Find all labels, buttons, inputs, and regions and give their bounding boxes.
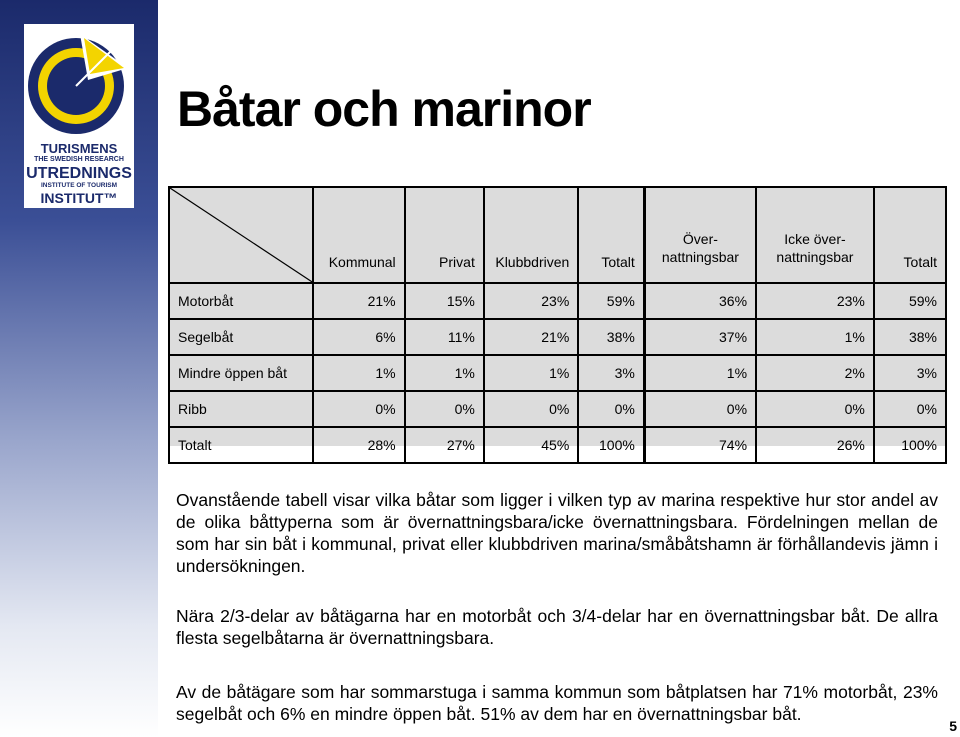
table-cell: 1% bbox=[644, 355, 756, 391]
table-cell: 3% bbox=[874, 355, 946, 391]
table-cell: 1% bbox=[405, 355, 484, 391]
table-cell: 26% bbox=[756, 427, 874, 463]
table-row bbox=[169, 319, 946, 355]
col-header-privat: Privat bbox=[405, 187, 484, 283]
table-row bbox=[169, 391, 946, 427]
col-header-overnattningsbar bbox=[644, 187, 756, 283]
table-row bbox=[169, 355, 946, 391]
logo-line-3: UTREDNINGS bbox=[26, 165, 132, 182]
row-label: Totalt bbox=[169, 427, 313, 463]
page-number: 5 bbox=[949, 718, 957, 734]
col-header-kommunal: Kommunal bbox=[313, 187, 404, 283]
table-cell: 23% bbox=[484, 283, 578, 319]
header-row bbox=[169, 187, 946, 283]
col-header-overnattningsbar-line-2: nattningsbar bbox=[661, 248, 739, 265]
table-cell: 0% bbox=[756, 391, 874, 427]
table-cell: 0% bbox=[405, 391, 484, 427]
table-cell: 36% bbox=[644, 283, 756, 319]
table-cell: 0% bbox=[484, 391, 578, 427]
col-header-overnattningsbar-line-1: Över- bbox=[682, 231, 718, 247]
row-label: Motorbåt bbox=[169, 283, 313, 319]
table-cell: 1% bbox=[313, 355, 404, 391]
paragraph-2: Nära 2/3-delar av båtägarna har en motorbåt och 3/4-delar har en övernattningsbar båt. De allra flesta segelbåtarna är övernattningsbara. bbox=[176, 606, 938, 648]
logo-line-4: INSTITUTE OF TOURISM bbox=[40, 182, 118, 189]
table-cell: 28% bbox=[313, 427, 404, 463]
row-label: Ribb bbox=[169, 391, 313, 427]
table-cell: 37% bbox=[644, 319, 756, 355]
table-cell: 45% bbox=[484, 427, 578, 463]
table-cell: 21% bbox=[484, 319, 578, 355]
boat-marina-table bbox=[168, 186, 947, 464]
table-cell: 100% bbox=[874, 427, 946, 463]
table-row bbox=[169, 283, 946, 319]
logo-emblem-icon bbox=[24, 28, 134, 140]
logo-line-2: THE SWEDISH RESEARCH bbox=[34, 156, 124, 163]
table-cell: 59% bbox=[578, 283, 644, 319]
table-cell: 6% bbox=[313, 319, 404, 355]
col-header-totalt-1: Totalt bbox=[578, 187, 644, 283]
table-cell: 2% bbox=[756, 355, 874, 391]
table-cell: 1% bbox=[756, 319, 874, 355]
paragraph-1: Ovanstående tabell visar vilka båtar som ligger i vilken typ av marina respektive hur stor andel av de olika båttyperna som är övernattningsbara/icke övernattningsbara. Fördelningen mellan de som har sin båt i kommunal, privat eller klubbdriven marina/småbåtshamn är förhållandevis jämn i undersökningen. bbox=[176, 490, 938, 576]
logo bbox=[24, 24, 134, 208]
table-cell: 0% bbox=[874, 391, 946, 427]
diagonal-divider bbox=[170, 188, 312, 282]
table-cell: 74% bbox=[644, 427, 756, 463]
table-cell: 0% bbox=[313, 391, 404, 427]
page-title: Båtar och marinor bbox=[177, 81, 591, 137]
col-header-icke-line-1: Icke över- bbox=[784, 231, 846, 247]
table-cell: 59% bbox=[874, 283, 946, 319]
col-header-totalt-2: Totalt bbox=[874, 187, 946, 283]
table-cell: 27% bbox=[405, 427, 484, 463]
table-cell: 0% bbox=[644, 391, 756, 427]
table-cell: 11% bbox=[405, 319, 484, 355]
row-label: Mindre öppen båt bbox=[169, 355, 313, 391]
col-header-klubbdriven: Klubbdriven bbox=[484, 187, 578, 283]
table-cell: 3% bbox=[578, 355, 644, 391]
table-cell: 100% bbox=[578, 427, 644, 463]
table-cell: 23% bbox=[756, 283, 874, 319]
logo-line-5: INSTITUT™ bbox=[40, 190, 118, 206]
col-header-icke-overnattningsbar bbox=[756, 187, 874, 283]
logo-line-1: TURISMENS bbox=[40, 141, 118, 156]
table-cell: 21% bbox=[313, 283, 404, 319]
table-container bbox=[168, 186, 947, 453]
paragraph-3: Av de båtägare som har sommarstuga i samma kommun som båtplatsen har 71% motorbåt, 23% segelbåt och 6% en mindre öppen båt. 51% av dem har en övernattningsbar båt. bbox=[176, 682, 938, 724]
table-row-total bbox=[169, 427, 946, 463]
row-label: Segelbåt bbox=[169, 319, 313, 355]
table-cell: 38% bbox=[578, 319, 644, 355]
table-cell: 0% bbox=[578, 391, 644, 427]
table-cell: 15% bbox=[405, 283, 484, 319]
col-header-icke-line-2: nattningsbar bbox=[776, 248, 854, 265]
corner-cell bbox=[169, 187, 313, 283]
table-cell: 38% bbox=[874, 319, 946, 355]
table-cell: 1% bbox=[484, 355, 578, 391]
